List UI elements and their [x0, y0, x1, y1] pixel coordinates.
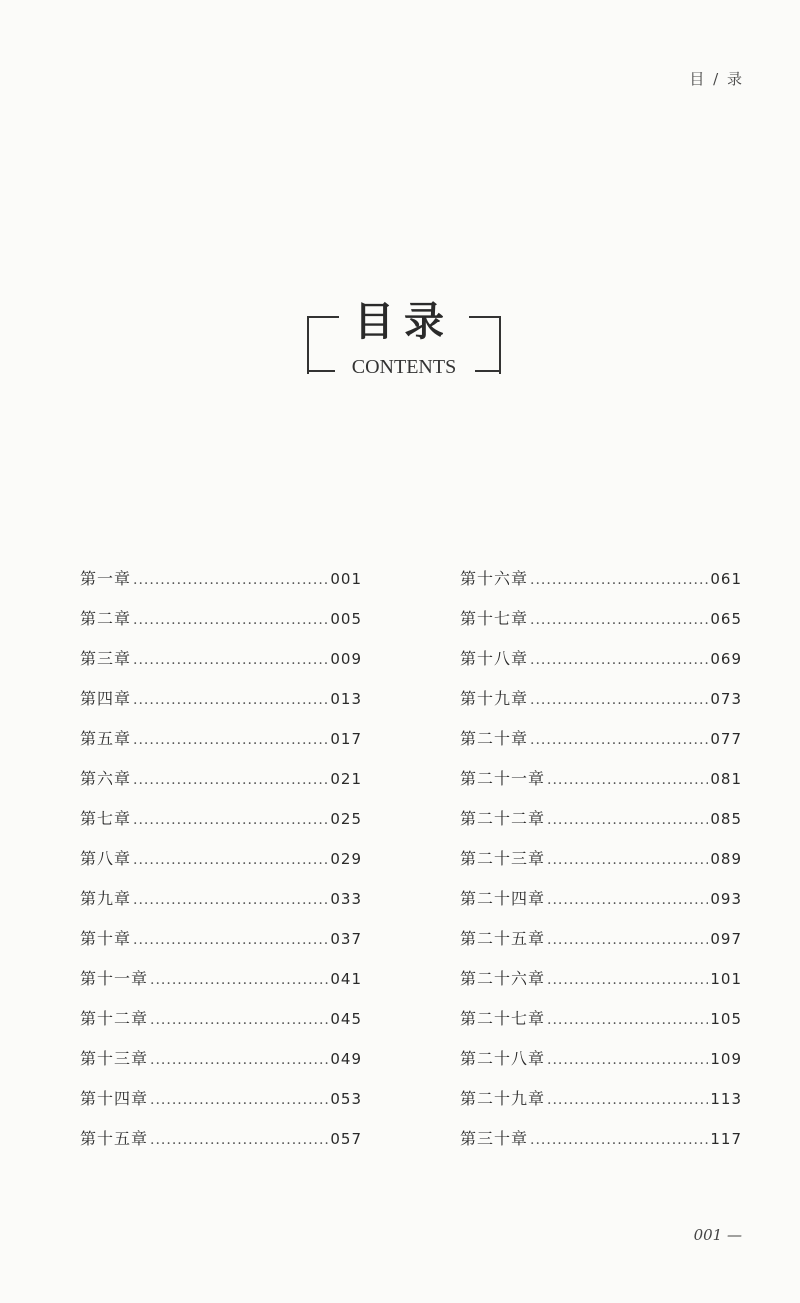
toc-leader-dots — [547, 892, 708, 908]
toc-entry-label: 第二十八章 — [460, 1049, 546, 1068]
toc-leader-dots — [133, 932, 328, 948]
toc-entry[interactable] — [80, 926, 362, 966]
toc-entry[interactable] — [460, 1086, 742, 1126]
toc-entry-page: 101 — [710, 970, 742, 988]
toc-entry-page: 021 — [330, 770, 362, 788]
toc-entry-label: 第五章 — [80, 729, 132, 748]
toc-entry-label: 第二十四章 — [460, 889, 546, 908]
toc-entry-page: 025 — [330, 810, 362, 828]
toc-entry-page: 109 — [710, 1050, 742, 1068]
toc-entry[interactable] — [80, 1086, 362, 1126]
toc-leader-dots — [547, 772, 708, 788]
toc-entry-page: 013 — [330, 690, 362, 708]
toc-entry[interactable] — [460, 806, 742, 846]
toc-entry-page: 045 — [330, 1010, 362, 1028]
toc-leader-dots — [547, 1092, 708, 1108]
toc-entry-label: 第二十七章 — [460, 1009, 546, 1028]
toc-entry-label: 第十六章 — [460, 569, 529, 588]
toc-entry-page: 017 — [330, 730, 362, 748]
toc-entry-label: 第二十章 — [460, 729, 529, 748]
toc-entry-page: 105 — [710, 1010, 742, 1028]
toc-entry[interactable] — [460, 1126, 742, 1166]
toc-entry[interactable] — [460, 846, 742, 886]
toc-entry-label: 第十七章 — [460, 609, 529, 628]
toc-entry-page: 081 — [710, 770, 742, 788]
toc-entry[interactable] — [460, 686, 742, 726]
toc-entry-page: 113 — [710, 1090, 742, 1108]
toc-entry-page: 085 — [710, 810, 742, 828]
toc-entry[interactable] — [460, 886, 742, 926]
toc-leader-dots — [547, 852, 708, 868]
toc-entry[interactable] — [460, 566, 742, 606]
toc-leader-dots — [133, 612, 328, 628]
toc-entry[interactable] — [80, 966, 362, 1006]
toc-leader-dots — [530, 732, 708, 748]
toc-entry-label: 第十四章 — [80, 1089, 149, 1108]
toc-entry[interactable] — [80, 1006, 362, 1046]
toc-entry[interactable] — [460, 1046, 742, 1086]
toc-leader-dots — [133, 772, 328, 788]
toc-entry[interactable] — [80, 1046, 362, 1086]
toc-entry[interactable] — [80, 566, 362, 606]
toc-leader-dots — [530, 1132, 708, 1148]
toc-entry-label: 第十章 — [80, 929, 132, 948]
toc-entry[interactable] — [80, 1126, 362, 1166]
toc-leader-dots — [530, 692, 708, 708]
toc-column-right — [460, 566, 742, 1166]
toc-entry-page: 053 — [330, 1090, 362, 1108]
toc-entry-label: 第六章 — [80, 769, 132, 788]
toc-entry[interactable] — [460, 966, 742, 1006]
toc-entry-label: 第一章 — [80, 569, 132, 588]
toc-leader-dots — [547, 972, 708, 988]
toc-entry[interactable] — [80, 846, 362, 886]
page-subtitle: CONTENTS — [351, 356, 457, 378]
toc-entry-page: 069 — [710, 650, 742, 668]
toc-leader-dots — [547, 1052, 708, 1068]
page-title: 目录 — [354, 299, 454, 345]
toc-entry-page: 065 — [710, 610, 742, 628]
toc-entry-label: 第十三章 — [80, 1049, 149, 1068]
toc-entry-label: 第二十五章 — [460, 929, 546, 948]
toc-leader-dots — [530, 612, 708, 628]
toc-entry-page: 033 — [330, 890, 362, 908]
toc-entry-label: 第十一章 — [80, 969, 149, 988]
toc-entry-label: 第二章 — [80, 609, 132, 628]
toc-entry-label: 第十八章 — [460, 649, 529, 668]
toc-entry[interactable] — [80, 686, 362, 726]
toc-leader-dots — [133, 652, 328, 668]
toc-entry-label: 第八章 — [80, 849, 132, 868]
toc-entry-page: 005 — [330, 610, 362, 628]
toc-leader-dots — [150, 1012, 328, 1028]
toc-entry-label: 第十二章 — [80, 1009, 149, 1028]
toc-leader-dots — [547, 932, 708, 948]
running-head: 目 / 录 — [689, 70, 744, 88]
toc-entry[interactable] — [460, 1006, 742, 1046]
toc-leader-dots — [530, 572, 708, 588]
toc-entry-label: 第三十章 — [460, 1129, 529, 1148]
page-number: 001 — — [693, 1226, 742, 1244]
toc-entry-page: 093 — [710, 890, 742, 908]
toc-entry-label: 第七章 — [80, 809, 132, 828]
toc-entry-page: 049 — [330, 1050, 362, 1068]
toc-entry[interactable] — [80, 646, 362, 686]
toc-entry-page: 001 — [330, 570, 362, 588]
toc-leader-dots — [133, 572, 328, 588]
toc-entry-label: 第三章 — [80, 649, 132, 668]
toc-entry-page: 117 — [710, 1130, 742, 1148]
toc-entry-page: 009 — [330, 650, 362, 668]
toc-entry[interactable] — [80, 766, 362, 806]
toc-leader-dots — [150, 1052, 328, 1068]
toc-entry-page: 037 — [330, 930, 362, 948]
toc-leader-dots — [547, 812, 708, 828]
toc-leader-dots — [133, 692, 328, 708]
toc-entry[interactable] — [460, 926, 742, 966]
toc-entry[interactable] — [460, 646, 742, 686]
toc-leader-dots — [150, 1092, 328, 1108]
toc-leader-dots — [150, 1132, 328, 1148]
toc-leader-dots — [133, 732, 328, 748]
toc-entry[interactable] — [460, 606, 742, 646]
toc-entry-page: 097 — [710, 930, 742, 948]
toc-leader-dots — [133, 812, 328, 828]
toc-entry-label: 第九章 — [80, 889, 132, 908]
toc-leader-dots — [547, 1012, 708, 1028]
toc-entry-label: 第二十一章 — [460, 769, 546, 788]
toc-entry-label: 第二十六章 — [460, 969, 546, 988]
toc-entry[interactable] — [460, 726, 742, 766]
contents-title-block — [307, 298, 501, 376]
toc-entry-page: 077 — [710, 730, 742, 748]
toc-entry[interactable] — [80, 806, 362, 846]
toc-entry-page: 061 — [710, 570, 742, 588]
toc-leader-dots — [530, 652, 708, 668]
toc-entry[interactable] — [80, 726, 362, 766]
toc-entry-page: 029 — [330, 850, 362, 868]
toc-entry-label: 第十九章 — [460, 689, 529, 708]
toc-column-left — [80, 566, 362, 1166]
toc-leader-dots — [150, 972, 328, 988]
toc-entry-label: 第二十二章 — [460, 809, 546, 828]
toc-entry-label: 第二十九章 — [460, 1089, 546, 1108]
toc-entry-label: 第二十三章 — [460, 849, 546, 868]
toc-entry[interactable] — [80, 886, 362, 926]
toc-entry[interactable] — [460, 766, 742, 806]
toc-leader-dots — [133, 852, 328, 868]
toc-entry-label: 第四章 — [80, 689, 132, 708]
toc-entry-page: 089 — [710, 850, 742, 868]
toc-entry-label: 第十五章 — [80, 1129, 149, 1148]
toc-entry-page: 073 — [710, 690, 742, 708]
toc-entry-page: 041 — [330, 970, 362, 988]
toc-entry-page: 057 — [330, 1130, 362, 1148]
toc-leader-dots — [133, 892, 328, 908]
toc-entry[interactable] — [80, 606, 362, 646]
